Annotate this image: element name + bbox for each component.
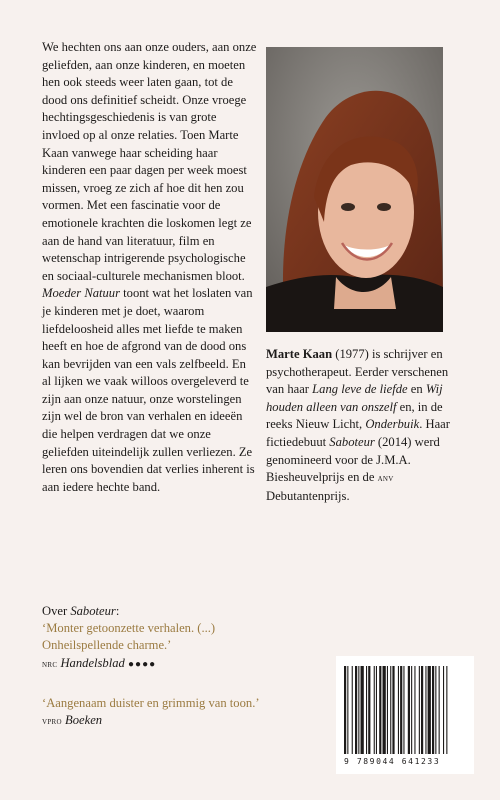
author-photo — [266, 47, 443, 332]
barcode-bar — [446, 666, 447, 754]
barcode-bar — [411, 666, 412, 754]
barcode-bar — [408, 666, 410, 754]
quote-1-source: nrc Handelsblad ●●●● — [42, 655, 157, 670]
barcode-bar — [374, 666, 375, 754]
bio-text: Marte Kaan (1977) is schrijver en psychotherapeut. Eerder verschenen van haar Lang leve de liefde en Wij houden alleen van onszelf en, in de reeks Nieuw Licht, Onderbuik. Haar fictiedebuut Saboteur (2014) werd genomineerd voor de J.M.A. Biesheuvelprijs en de anv Debutantenprijs. — [266, 347, 450, 503]
barcode-bar — [379, 666, 381, 754]
author-name: Marte Kaan — [266, 347, 333, 361]
barcode-bar — [361, 666, 364, 754]
press-quotes — [42, 603, 262, 730]
barcode-bar — [368, 666, 370, 754]
barcode-bar — [352, 666, 353, 754]
barcode-bar — [390, 666, 391, 754]
barcode-bar — [376, 666, 377, 754]
barcode-bar — [443, 666, 444, 754]
barcode-bar — [366, 666, 367, 754]
blurb-text: We hechten ons aan onze ouders, aan onze geliefden, aan onze kinderen, en moeten hen ook steeds weer laten gaan, tot de dood ons definitief scheidt. Onze vroege hechtingsgeschiedenis is van grote invloed op al onze relaties. Toen Marte Kaan vanwege haar scheiding haar kinderen een paar dagen per week moest missen, vroeg ze zich af hoe dit hen zou vormen. Met een fascinatie voor de emotionele krachten die loskomen legt ze aan de hand van literatuur, film en wetenschap intrigerende psychologische en sociaal-culturele mechanismen bloot. Moeder Natuur toont wat het loslaten van je kinderen met je doet, waarom liefdeloosheid alles met liefde te maken heeft en hoe de afgrond van de dood ons kan bevrijden van een vals zelfbeeld. En al lijken we vaak willoos overgeleverd te zijn aan onze natuur, onze worstelingen zijn wel de bron van verhalen en ideeën die helpen verdragen dat we onze geliefden uiteindelijk zullen verliezen. Ze leren ons bovendien dat verlies inherent is aan iedere hechte band. — [42, 40, 257, 494]
barcode-bars — [336, 656, 474, 756]
barcode-bar — [344, 666, 346, 754]
barcode-bar — [419, 666, 420, 754]
back-cover-blurb — [42, 39, 257, 496]
barcode-bar — [428, 666, 431, 754]
quote-2: ‘Aangenaam duister en grimmig van toon.’ — [42, 695, 260, 710]
barcode-bar — [400, 666, 402, 754]
author-portrait-illustration — [266, 47, 443, 332]
author-bio — [266, 346, 456, 505]
quote-1: ‘Monter getoonzette verhalen. (...) Onheilspellende charme.’ — [42, 621, 216, 653]
barcode-bar — [392, 666, 394, 754]
barcode-bar — [398, 666, 399, 754]
barcode-bar — [403, 666, 404, 754]
barcode-bar — [355, 666, 357, 754]
barcode-bar — [383, 666, 386, 754]
barcode-bar — [347, 666, 348, 754]
barcode-bar — [439, 666, 440, 754]
barcode-bar — [425, 666, 426, 754]
barcode-bar — [387, 666, 388, 754]
barcode-bar — [435, 666, 436, 754]
barcode-bar — [432, 666, 434, 754]
quotes-intro: Over Saboteur: — [42, 604, 120, 618]
barcode-bar — [358, 666, 359, 754]
barcode-bar — [414, 666, 415, 754]
quote-2-source: vpro Boeken — [42, 713, 103, 728]
book-title-moeder-natuur: Moeder Natuur — [42, 286, 121, 301]
rating-dots: ●●●● — [127, 658, 157, 670]
barcode-bar — [421, 666, 423, 754]
isbn-digits: 9 789044 641233 — [344, 757, 441, 766]
